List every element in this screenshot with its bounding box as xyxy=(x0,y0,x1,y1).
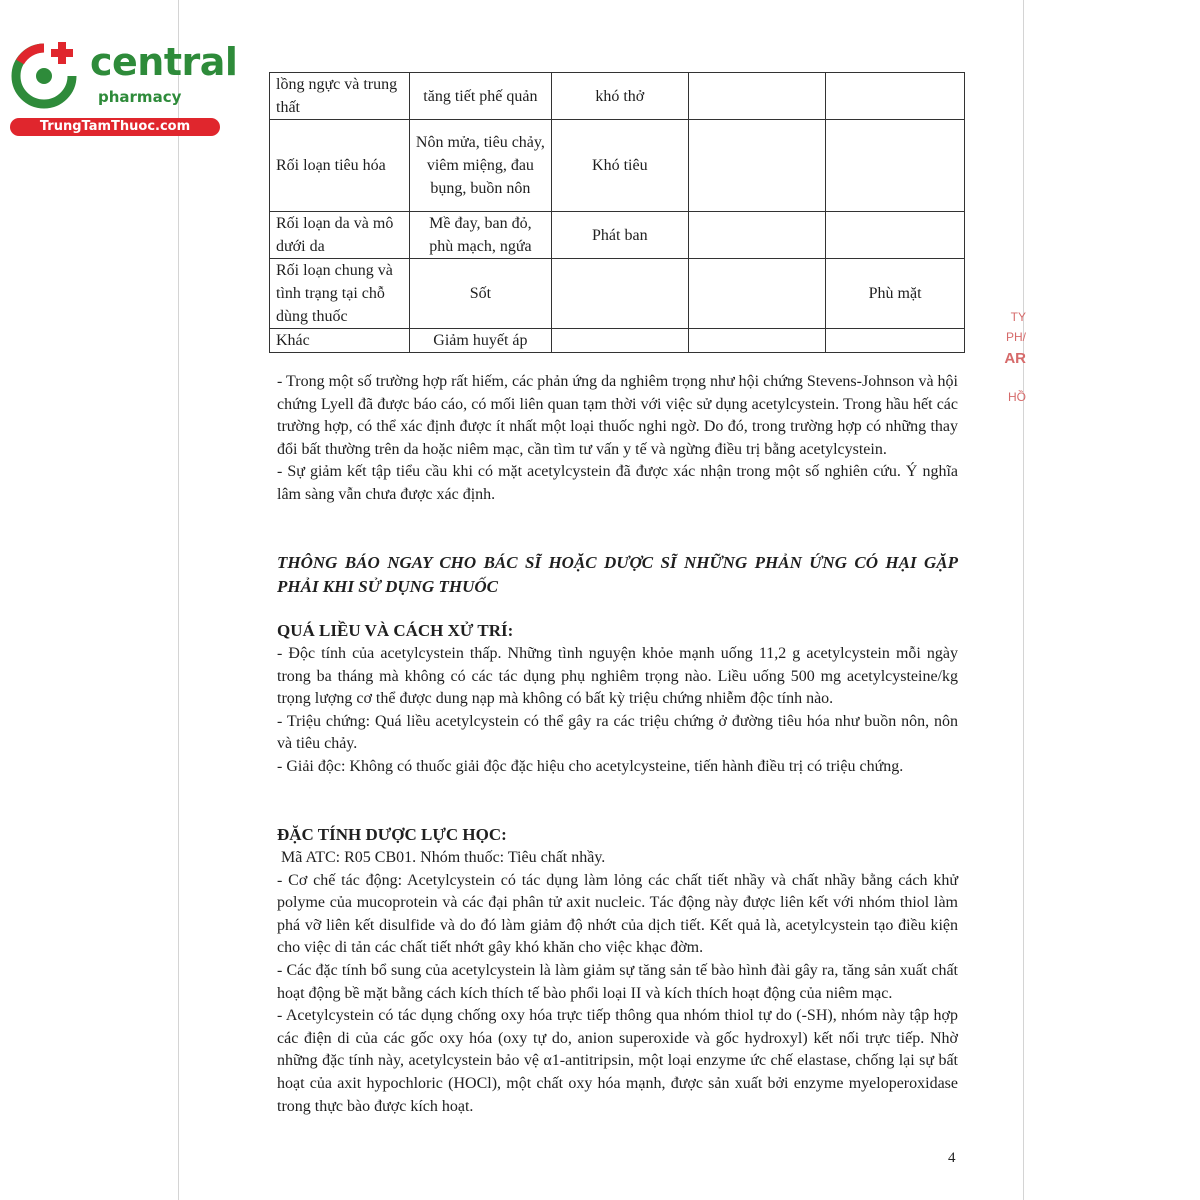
table-cell xyxy=(826,120,965,212)
table-cell: Phát ban xyxy=(551,212,688,259)
paragraph: - Cơ chế tác động: Acetylcystein có tác dụng làm lỏng các chất tiết nhầy và chất nhầy bằng cách khử polyme của mucoprotein và các đại phân tử axit nucleic. Tác động này được liên kết với nhóm thiol làm phá vỡ liên kết disulfide và do đó làm giảm độ nhớt của dịch tiết. Kết quả là, acetylcystein tạo điều kiện cho việc di tản các chất tiết nhớt gây khó khăn cho việc khạc đờm. xyxy=(277,871,958,957)
brand-subtitle: pharmacy xyxy=(98,88,182,106)
table-cell xyxy=(688,259,825,329)
stamp-text: PH/ xyxy=(1005,330,1026,344)
table-cell xyxy=(688,329,825,353)
table-cell xyxy=(826,212,965,259)
table-cell: Rối loạn chung và tình trạng tại chỗ dùng thuốc xyxy=(270,259,410,329)
table-cell: Phù mặt xyxy=(826,259,965,329)
paragraph: - Giải độc: Không có thuốc giải độc đặc hiệu cho acetylcysteine, tiến hành điều trị có triệu chứng. xyxy=(277,757,904,775)
overdose-heading: QUÁ LIỀU VÀ CÁCH XỬ TRÍ: xyxy=(277,621,514,640)
table-row xyxy=(270,212,965,259)
table-cell: Mề đay, ban đỏ, phù mạch, ngứa xyxy=(409,212,551,259)
stamp-text: HỒ xyxy=(1008,390,1026,404)
pharmacodynamics-section xyxy=(277,847,958,1118)
table-cell xyxy=(551,329,688,353)
table-cell xyxy=(826,73,965,120)
table-cell xyxy=(551,259,688,329)
table-row xyxy=(270,73,965,120)
table-cell: khó thở xyxy=(551,73,688,120)
side-effects-notes xyxy=(277,371,958,507)
paragraph: - Trong một số trường hợp rất hiếm, các phản ứng da nghiêm trọng như hội chứng Stevens-Johnson và hội chứng Lyell đã được báo cáo, có mối liên quan tạm thời với việc sử dụng acetylcystein. Trong hầu hết các trường hợp, có thể xác định được ít nhất một loại thuốc nghi ngờ. Do đó, trong trường hợp có những thay đổi bất thường trên da hoặc niêm mạc, cần tìm tư vấn y tế và ngừng điều trị bằng acetylcystein. xyxy=(277,373,958,458)
atc-code: Mã ATC: R05 CB01. Nhóm thuốc: Tiêu chất nhầy. xyxy=(281,849,606,866)
table-cell: Khác xyxy=(270,329,410,353)
paragraph: - Triệu chứng: Quá liều acetylcystein có thể gây ra các triệu chứng ở đường tiêu hóa như buồn nôn, nôn và tiêu chảy. xyxy=(277,712,958,753)
brand-site-link[interactable]: TrungTamThuoc.com xyxy=(10,118,220,136)
table-cell xyxy=(826,329,965,353)
table-cell: Rối loạn da và mô dưới da xyxy=(270,212,410,259)
table-cell: tăng tiết phế quản xyxy=(409,73,551,120)
table-cell: Nôn mửa, tiêu chảy, viêm miệng, đau bụng, buồn nôn xyxy=(409,120,551,212)
brand-name: central xyxy=(90,40,238,84)
paragraph: - Sự giảm kết tập tiểu cầu khi có mặt acetylcystein đã được xác nhận trong một số nghiên cứu. Ý nghĩa lâm sàng vẫn chưa được xác định. xyxy=(277,463,958,503)
pharmacodynamics-heading: ĐẶC TÍNH DƯỢC LỰC HỌC: xyxy=(277,825,507,844)
stamp-text: AR xyxy=(1004,350,1026,367)
brand-logo xyxy=(10,38,238,138)
table-row xyxy=(270,259,965,329)
table-cell: Sốt xyxy=(409,259,551,329)
report-warning: THÔNG BÁO NGAY CHO BÁC SĨ HOẶC DƯỢC SĨ NHỮNG PHẢN ỨNG CÓ HẠI GẶP PHẢI KHI SỬ DỤNG THUỐC xyxy=(277,553,958,596)
table-cell: lồng ngực và trung thất xyxy=(270,73,410,120)
table-cell: Khó tiêu xyxy=(551,120,688,212)
table-cell: Rối loạn tiêu hóa xyxy=(270,120,410,212)
page-number: 4 xyxy=(948,1150,956,1166)
table-cell xyxy=(688,120,825,212)
table-cell xyxy=(688,212,825,259)
stamp-text: TY xyxy=(1010,310,1026,324)
company-stamp-fragment xyxy=(996,262,1026,422)
table-row xyxy=(270,120,965,212)
table-row xyxy=(270,329,965,353)
overdose-section xyxy=(277,643,958,779)
table-cell: Giảm huyết áp xyxy=(409,329,551,353)
adverse-effects-table xyxy=(269,72,965,353)
paragraph: - Độc tính của acetylcystein thấp. Những tình nguyện khỏe mạnh uống 11,2 g acetylcystein mỗi ngày trong ba tháng mà không có các tác dụng phụ nghiêm trọng nào. Liều uống 500 mg acetylcysteine/kg trọng lượng cơ thể được dung nạp mà không có bất kỳ triệu chứng nhiễm độc tính nào. xyxy=(277,645,958,708)
paragraph: - Các đặc tính bổ sung của acetylcystein là làm giảm sự tăng sản tế bào hình đài gây ra, tăng sản xuất chất hoạt động bề mặt bằng cách kích thích tế bào phổi loại II và kích thích hoạt động của niêm mạc. xyxy=(277,961,958,1002)
central-pharmacy-logo-icon xyxy=(10,38,82,110)
table-cell xyxy=(688,73,825,120)
paragraph: - Acetylcystein có tác dụng chống oxy hóa trực tiếp thông qua nhóm thiol tự do (-SH), nhóm này tập hợp các điện di của các gốc oxy hóa (oxy tự do, anion superoxide và gốc hydroxyl) kết nối trực tiếp. Nhờ những đặc tính này, acetylcystein bảo vệ α1-antitripsin, một loại enzyme ức chế elastase, chống lại sự bất hoạt của axit hypochloric (HOCl), một chất oxy hóa mạnh, được sản xuất bởi enzyme myeloperoxidase trong thực bào được kích hoạt. xyxy=(277,1007,958,1115)
